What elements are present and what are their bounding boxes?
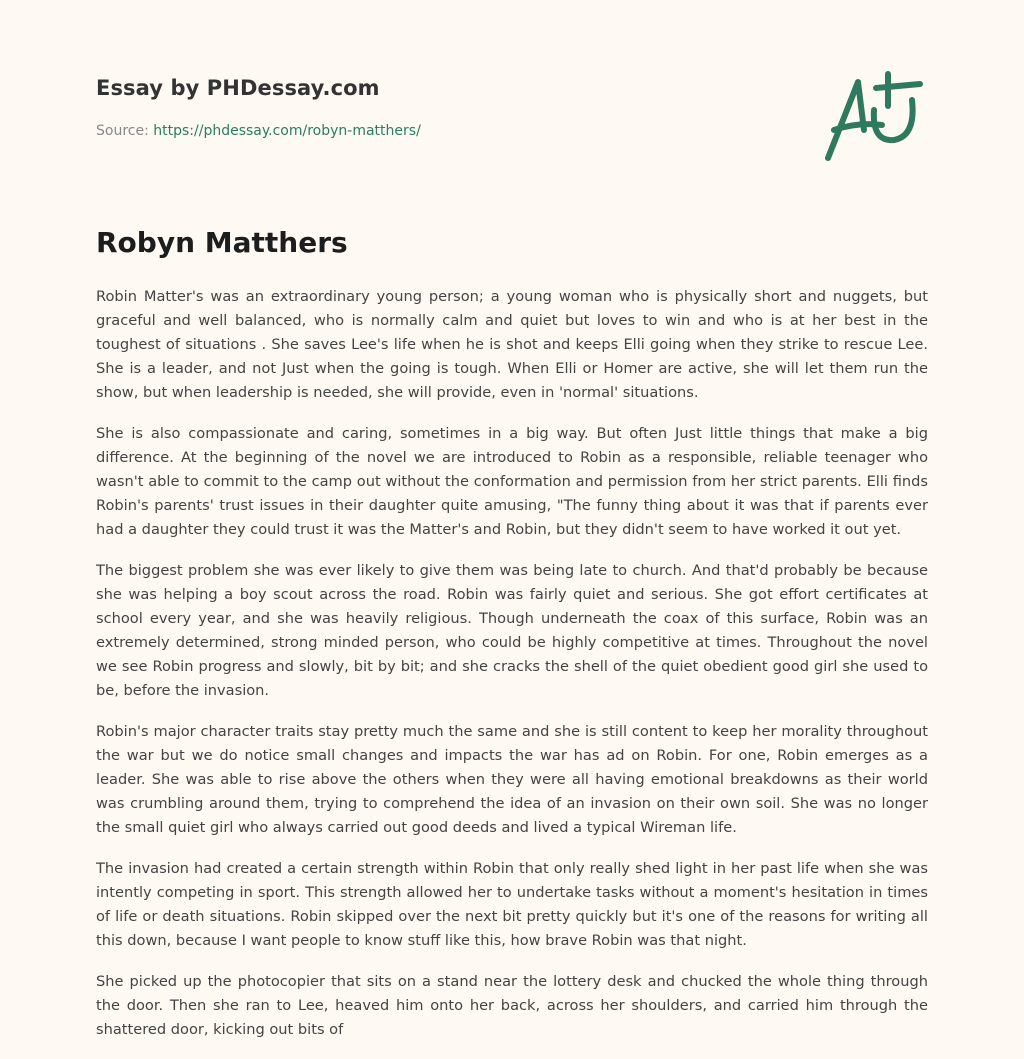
essay-paragraph: The biggest problem she was ever likely to give them was being late to church. And that'd probably be because she was helping a boy scout across the road. Robin was fairly quiet and serious. She got effort certificates at school every year, and she was heavily religious. Though underneath the coax of this surface, Robin was an extremely determined, strong minded person, who could be highly competitive at times. Throughout the novel we see Robin progress and slowly, bit by bit; and she cracks the shell of the quiet obedient good girl she used to be, before the invasion. [96,562,928,699]
essay-title: Robyn Matthers [96,226,348,259]
essay-paragraph: Robin's major character traits stay pretty much the same and she is still content to keep her morality throughout the war but we do notice small changes and impacts the war has ad on Robin. For one, Robin emerges as a leader. She was able to rise above the others when they were all having emotional breakdowns as their world was crumbling around them, trying to comprehend the idea of an invasion on their own soil. She was no longer the small quiet girl who always carried out good deeds and lived a typical Wireman life. [96,723,928,836]
source-link[interactable]: https://phdessay.com/robyn-matthers/ [153,123,421,139]
source-line [96,123,421,139]
essay-paragraph: Robin Matter's was an extraordinary young person; a young woman who is physically short and nuggets, but graceful and well balanced, who is normally calm and quiet but loves to win and who is at her best in the toughest of situations . She saves Lee's life when he is shot and keeps Elli going when they strike to rescue Lee. She is a leader, and not Just when the going is tough. When Elli or Homer are active, she will let them run the show, but when leadership is needed, she will provide, even in 'normal' situations. [96,288,928,401]
site-header [96,76,380,100]
essay-body [96,285,928,1059]
essay-paragraph: The invasion had created a certain strength within Robin that only really shed light in her past life when she was intently competing in sport. This strength allowed her to undertake tasks without a moment's hesitation in times of life or death situations. Robin skipped over the next bit pretty quickly but it's one of the reasons for writing all this down, because I want people to know stuff like this, how brave Robin was that night. [96,860,928,949]
source-label: Source: [96,123,149,139]
essay-paragraph: She is also compassionate and caring, sometimes in a big way. But often Just little things that make a big difference. At the beginning of the novel we are introduced to Robin as a responsible, reliable teenager who wasn't able to commit to the camp out without the conformation and permission from her strict parents. Elli finds Robin's parents' trust issues in their daughter quite amusing, "The funny thing about it was that if parents ever had a daughter they could trust it was the Matter's and Robin, but they didn't seem to have worked it out yet. [96,425,928,538]
site-title: Essay by PHDessay.com [96,76,380,100]
essay-paragraph: She picked up the photocopier that sits on a stand near the lottery desk and chucked the whole thing through the door. Then she ran to Lee, heaved him onto her back, across her shoulders, and carried him through the shattered door, kicking out bits of [96,973,928,1038]
a-plus-logo-icon [820,70,930,165]
